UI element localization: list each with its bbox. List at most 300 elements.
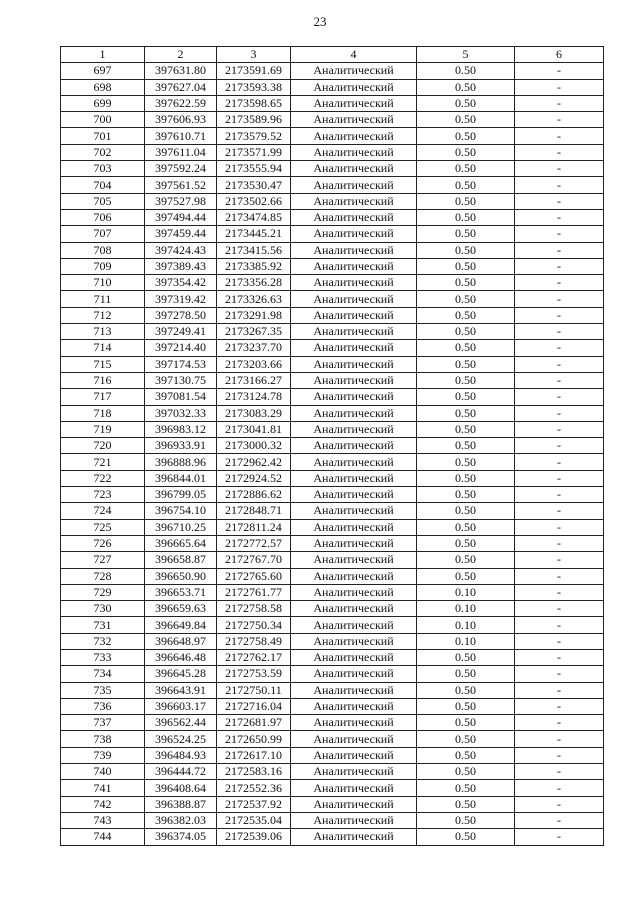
table-cell: 2173041.81: [217, 421, 291, 437]
table-cell: 0.50: [417, 715, 515, 731]
table-cell: Аналитический: [291, 340, 417, 356]
table-row: [61, 340, 604, 356]
coordinates-table: [60, 46, 604, 846]
table-cell: Аналитический: [291, 112, 417, 128]
table-cell: -: [515, 63, 604, 79]
table-cell: Аналитический: [291, 258, 417, 274]
table-row: [61, 389, 604, 405]
table-cell: 698: [61, 79, 145, 95]
table-cell: 2172758.58: [217, 601, 291, 617]
table-cell: 0.50: [417, 177, 515, 193]
table-cell: 2173502.66: [217, 193, 291, 209]
table-cell: 738: [61, 731, 145, 747]
table-cell: 0.50: [417, 307, 515, 323]
table-cell: 0.50: [417, 421, 515, 437]
table-cell: 396658.87: [145, 552, 217, 568]
table-cell: 396444.72: [145, 764, 217, 780]
table-cell: Аналитический: [291, 747, 417, 763]
table-cell: 0.50: [417, 226, 515, 242]
table-cell: Аналитический: [291, 503, 417, 519]
table-row: [61, 275, 604, 291]
table-cell: 2172848.71: [217, 503, 291, 519]
table-cell: 2172535.04: [217, 812, 291, 828]
table-cell: 396603.17: [145, 698, 217, 714]
table-cell: 712: [61, 307, 145, 323]
table-cell: 703: [61, 161, 145, 177]
table-cell: 396648.97: [145, 633, 217, 649]
table-cell: 397354.42: [145, 275, 217, 291]
table-cell: -: [515, 829, 604, 845]
table-cell: -: [515, 764, 604, 780]
table-cell: -: [515, 617, 604, 633]
table-cell: 722: [61, 470, 145, 486]
table-cell: 0.50: [417, 63, 515, 79]
table-cell: 735: [61, 682, 145, 698]
table-cell: Аналитический: [291, 242, 417, 258]
table-cell: 2173385.92: [217, 258, 291, 274]
table-row: [61, 128, 604, 144]
table-row: [61, 764, 604, 780]
table-cell: 0.50: [417, 324, 515, 340]
table-cell: 733: [61, 649, 145, 665]
table-cell: 397631.80: [145, 63, 217, 79]
table-cell: 0.50: [417, 764, 515, 780]
table-cell: 2173445.21: [217, 226, 291, 242]
table-cell: 0.50: [417, 389, 515, 405]
column-header: 3: [217, 47, 291, 63]
table-cell: Аналитический: [291, 307, 417, 323]
table-cell: 710: [61, 275, 145, 291]
table-cell: 0.50: [417, 796, 515, 812]
table-cell: -: [515, 421, 604, 437]
table-cell: 0.50: [417, 568, 515, 584]
table-cell: 396653.71: [145, 584, 217, 600]
table-cell: 709: [61, 258, 145, 274]
table-row: [61, 438, 604, 454]
table-cell: -: [515, 454, 604, 470]
table-cell: 2172762.17: [217, 649, 291, 665]
table-cell: 2173326.63: [217, 291, 291, 307]
table-cell: -: [515, 95, 604, 111]
table-cell: 708: [61, 242, 145, 258]
column-header: 5: [417, 47, 515, 63]
table-cell: -: [515, 177, 604, 193]
table-cell: 396799.05: [145, 487, 217, 503]
table-cell: -: [515, 796, 604, 812]
table-cell: 397130.75: [145, 372, 217, 388]
table-cell: Аналитический: [291, 470, 417, 486]
table-row: [61, 242, 604, 258]
table-cell: -: [515, 552, 604, 568]
table-cell: -: [515, 161, 604, 177]
table-cell: Аналитический: [291, 63, 417, 79]
table-cell: -: [515, 487, 604, 503]
table-cell: 697: [61, 63, 145, 79]
table-cell: 716: [61, 372, 145, 388]
table-row: [61, 829, 604, 845]
table-header-row: [61, 47, 604, 63]
table-row: [61, 470, 604, 486]
table-cell: Аналитический: [291, 829, 417, 845]
table-cell: Аналитический: [291, 79, 417, 95]
table-cell: 700: [61, 112, 145, 128]
table-cell: 727: [61, 552, 145, 568]
table-cell: 397527.98: [145, 193, 217, 209]
table-row: [61, 731, 604, 747]
table-cell: 732: [61, 633, 145, 649]
table-cell: Аналитический: [291, 796, 417, 812]
table-cell: 705: [61, 193, 145, 209]
table-cell: 2172924.52: [217, 470, 291, 486]
table-body: [61, 63, 604, 845]
table-cell: -: [515, 633, 604, 649]
table-row: [61, 649, 604, 665]
table-cell: 396888.96: [145, 454, 217, 470]
table-cell: Аналитический: [291, 682, 417, 698]
table-row: [61, 796, 604, 812]
table-row: [61, 780, 604, 796]
table-cell: 396710.25: [145, 519, 217, 535]
table-row: [61, 372, 604, 388]
table-cell: 0.10: [417, 601, 515, 617]
table-cell: 2172765.60: [217, 568, 291, 584]
table-cell: -: [515, 649, 604, 665]
table-row: [61, 177, 604, 193]
table-cell: 397610.71: [145, 128, 217, 144]
table-cell: 0.50: [417, 112, 515, 128]
table-row: [61, 812, 604, 828]
table-cell: 0.50: [417, 209, 515, 225]
table-cell: 396665.64: [145, 535, 217, 551]
table-cell: 726: [61, 535, 145, 551]
table-row: [61, 405, 604, 421]
column-header: 1: [61, 47, 145, 63]
table-cell: 397278.50: [145, 307, 217, 323]
table-cell: 0.50: [417, 161, 515, 177]
table-cell: -: [515, 79, 604, 95]
table-cell: Аналитический: [291, 519, 417, 535]
table-cell: 0.50: [417, 95, 515, 111]
table-cell: 397249.41: [145, 324, 217, 340]
table-cell: 397606.93: [145, 112, 217, 128]
table-cell: 720: [61, 438, 145, 454]
table-cell: 396408.64: [145, 780, 217, 796]
table-cell: Аналитический: [291, 584, 417, 600]
table-cell: -: [515, 568, 604, 584]
table-cell: -: [515, 324, 604, 340]
table-cell: -: [515, 601, 604, 617]
table-cell: 0.50: [417, 698, 515, 714]
table-cell: 396649.84: [145, 617, 217, 633]
table-cell: 0.50: [417, 731, 515, 747]
table-cell: Аналитический: [291, 405, 417, 421]
table-row: [61, 95, 604, 111]
table-cell: -: [515, 682, 604, 698]
table-cell: 2173203.66: [217, 356, 291, 372]
table-cell: 2173474.85: [217, 209, 291, 225]
table-cell: -: [515, 535, 604, 551]
table-cell: 741: [61, 780, 145, 796]
table-cell: Аналитический: [291, 633, 417, 649]
table-cell: 721: [61, 454, 145, 470]
table-cell: 0.50: [417, 340, 515, 356]
table-cell: 0.10: [417, 617, 515, 633]
table-cell: 0.50: [417, 682, 515, 698]
table-row: [61, 226, 604, 242]
table-cell: Аналитический: [291, 438, 417, 454]
table-cell: 2173591.69: [217, 63, 291, 79]
table-cell: 2173267.35: [217, 324, 291, 340]
table-cell: 397622.59: [145, 95, 217, 111]
table-cell: Аналитический: [291, 617, 417, 633]
table-row: [61, 698, 604, 714]
table-cell: 396983.12: [145, 421, 217, 437]
table-cell: 729: [61, 584, 145, 600]
table-cell: 725: [61, 519, 145, 535]
table-cell: Аналитический: [291, 128, 417, 144]
table-cell: 718: [61, 405, 145, 421]
table-cell: 707: [61, 226, 145, 242]
table-cell: Аналитический: [291, 601, 417, 617]
table-cell: 737: [61, 715, 145, 731]
table-cell: 2172962.42: [217, 454, 291, 470]
table-cell: -: [515, 193, 604, 209]
table-cell: 2173166.27: [217, 372, 291, 388]
table-cell: 2173356.28: [217, 275, 291, 291]
table-cell: 2173000.32: [217, 438, 291, 454]
table-cell: 2173237.70: [217, 340, 291, 356]
table-cell: 0.50: [417, 829, 515, 845]
table-cell: 2172767.70: [217, 552, 291, 568]
table-cell: 2172716.04: [217, 698, 291, 714]
table-cell: 0.50: [417, 454, 515, 470]
table-cell: 396388.87: [145, 796, 217, 812]
table-cell: -: [515, 389, 604, 405]
table-cell: 2172753.59: [217, 666, 291, 682]
table-cell: -: [515, 715, 604, 731]
table-row: [61, 747, 604, 763]
table-cell: 740: [61, 764, 145, 780]
table-cell: 714: [61, 340, 145, 356]
table-row: [61, 487, 604, 503]
table-cell: 2172681.97: [217, 715, 291, 731]
table-cell: 396933.91: [145, 438, 217, 454]
table-cell: Аналитический: [291, 764, 417, 780]
table-cell: -: [515, 258, 604, 274]
table-cell: 0.50: [417, 193, 515, 209]
table-cell: 0.50: [417, 552, 515, 568]
table-row: [61, 421, 604, 437]
table-cell: 396646.48: [145, 649, 217, 665]
table-cell: 731: [61, 617, 145, 633]
table-cell: Аналитический: [291, 275, 417, 291]
table-cell: 724: [61, 503, 145, 519]
table-cell: 396524.25: [145, 731, 217, 747]
table-cell: -: [515, 519, 604, 535]
table-cell: 396659.63: [145, 601, 217, 617]
table-cell: 397174.53: [145, 356, 217, 372]
table-cell: 397627.04: [145, 79, 217, 95]
table-cell: -: [515, 340, 604, 356]
table-cell: -: [515, 780, 604, 796]
table-cell: -: [515, 242, 604, 258]
table-cell: 0.50: [417, 666, 515, 682]
table-row: [61, 193, 604, 209]
table-cell: Аналитический: [291, 177, 417, 193]
table-cell: Аналитический: [291, 715, 417, 731]
table-cell: 0.50: [417, 258, 515, 274]
table-cell: 397214.40: [145, 340, 217, 356]
table-cell: 2173291.98: [217, 307, 291, 323]
table-cell: 0.50: [417, 470, 515, 486]
table-row: [61, 356, 604, 372]
table-cell: 743: [61, 812, 145, 828]
table-cell: 2172650.99: [217, 731, 291, 747]
table-cell: 2172758.49: [217, 633, 291, 649]
table-cell: 713: [61, 324, 145, 340]
table-cell: Аналитический: [291, 552, 417, 568]
table-cell: -: [515, 128, 604, 144]
table-cell: Аналитический: [291, 666, 417, 682]
table-cell: -: [515, 731, 604, 747]
table-cell: Аналитический: [291, 193, 417, 209]
table-cell: 2172772.57: [217, 535, 291, 551]
table-cell: 396643.91: [145, 682, 217, 698]
table-cell: 0.50: [417, 649, 515, 665]
table-row: [61, 258, 604, 274]
table-cell: 0.50: [417, 812, 515, 828]
table-cell: -: [515, 291, 604, 307]
table-cell: 702: [61, 144, 145, 160]
table-cell: 2173083.29: [217, 405, 291, 421]
table-cell: -: [515, 747, 604, 763]
table-cell: 397081.54: [145, 389, 217, 405]
table-cell: -: [515, 144, 604, 160]
table-row: [61, 568, 604, 584]
table-cell: 728: [61, 568, 145, 584]
table-cell: 715: [61, 356, 145, 372]
table-cell: 397611.04: [145, 144, 217, 160]
table-cell: Аналитический: [291, 291, 417, 307]
table-cell: 0.50: [417, 405, 515, 421]
table-cell: -: [515, 356, 604, 372]
table-cell: 396650.90: [145, 568, 217, 584]
table-cell: 699: [61, 95, 145, 111]
table-cell: Аналитический: [291, 356, 417, 372]
table-cell: 739: [61, 747, 145, 763]
table-row: [61, 503, 604, 519]
table-cell: 730: [61, 601, 145, 617]
table-cell: -: [515, 372, 604, 388]
table-cell: Аналитический: [291, 389, 417, 405]
table-cell: 0.50: [417, 519, 515, 535]
table-cell: 397494.44: [145, 209, 217, 225]
table-cell: 0.50: [417, 438, 515, 454]
table-cell: 0.50: [417, 144, 515, 160]
table-cell: 396844.01: [145, 470, 217, 486]
table-cell: 396754.10: [145, 503, 217, 519]
table-cell: 0.50: [417, 535, 515, 551]
table-cell: -: [515, 209, 604, 225]
table-cell: 2172761.77: [217, 584, 291, 600]
table-cell: -: [515, 226, 604, 242]
table-row: [61, 633, 604, 649]
table-cell: 2173555.94: [217, 161, 291, 177]
table-cell: -: [515, 698, 604, 714]
table-cell: Аналитический: [291, 372, 417, 388]
table-cell: Аналитический: [291, 209, 417, 225]
table-cell: -: [515, 438, 604, 454]
table-row: [61, 144, 604, 160]
table-cell: 736: [61, 698, 145, 714]
column-header: 2: [145, 47, 217, 63]
table-cell: Аналитический: [291, 780, 417, 796]
table-cell: -: [515, 503, 604, 519]
table-cell: 0.50: [417, 79, 515, 95]
table-cell: 734: [61, 666, 145, 682]
table-cell: 396562.44: [145, 715, 217, 731]
table-cell: 2173415.56: [217, 242, 291, 258]
table-row: [61, 601, 604, 617]
column-header: 4: [291, 47, 417, 63]
table-cell: 706: [61, 209, 145, 225]
table-cell: 2173579.52: [217, 128, 291, 144]
table-cell: 397319.42: [145, 291, 217, 307]
table-cell: -: [515, 812, 604, 828]
table-cell: 2173593.38: [217, 79, 291, 95]
table-row: [61, 535, 604, 551]
table-cell: 397389.43: [145, 258, 217, 274]
table-cell: 717: [61, 389, 145, 405]
table-cell: 2173598.65: [217, 95, 291, 111]
table-cell: 723: [61, 487, 145, 503]
table-cell: 0.50: [417, 275, 515, 291]
table-cell: 0.50: [417, 291, 515, 307]
table-cell: -: [515, 470, 604, 486]
table-cell: Аналитический: [291, 144, 417, 160]
table-cell: 2172552.36: [217, 780, 291, 796]
table-row: [61, 209, 604, 225]
table-cell: 396484.93: [145, 747, 217, 763]
table-row: [61, 112, 604, 128]
table-cell: 2172537.92: [217, 796, 291, 812]
column-header: 6: [515, 47, 604, 63]
table-cell: Аналитический: [291, 649, 417, 665]
table-cell: -: [515, 584, 604, 600]
table-row: [61, 307, 604, 323]
table-cell: 2172750.11: [217, 682, 291, 698]
table-cell: 0.50: [417, 128, 515, 144]
table-cell: 0.50: [417, 780, 515, 796]
table-row: [61, 584, 604, 600]
table-cell: Аналитический: [291, 535, 417, 551]
table-cell: Аналитический: [291, 95, 417, 111]
table-cell: 2172750.34: [217, 617, 291, 633]
table-cell: -: [515, 405, 604, 421]
table-cell: 2173530.47: [217, 177, 291, 193]
table-row: [61, 79, 604, 95]
table-row: [61, 715, 604, 731]
table-cell: Аналитический: [291, 324, 417, 340]
table-row: [61, 454, 604, 470]
table-cell: 744: [61, 829, 145, 845]
table-cell: 711: [61, 291, 145, 307]
table-cell: 719: [61, 421, 145, 437]
table-cell: 396374.05: [145, 829, 217, 845]
table-cell: 396382.03: [145, 812, 217, 828]
table-cell: 397424.43: [145, 242, 217, 258]
page-number: 23: [313, 14, 327, 29]
